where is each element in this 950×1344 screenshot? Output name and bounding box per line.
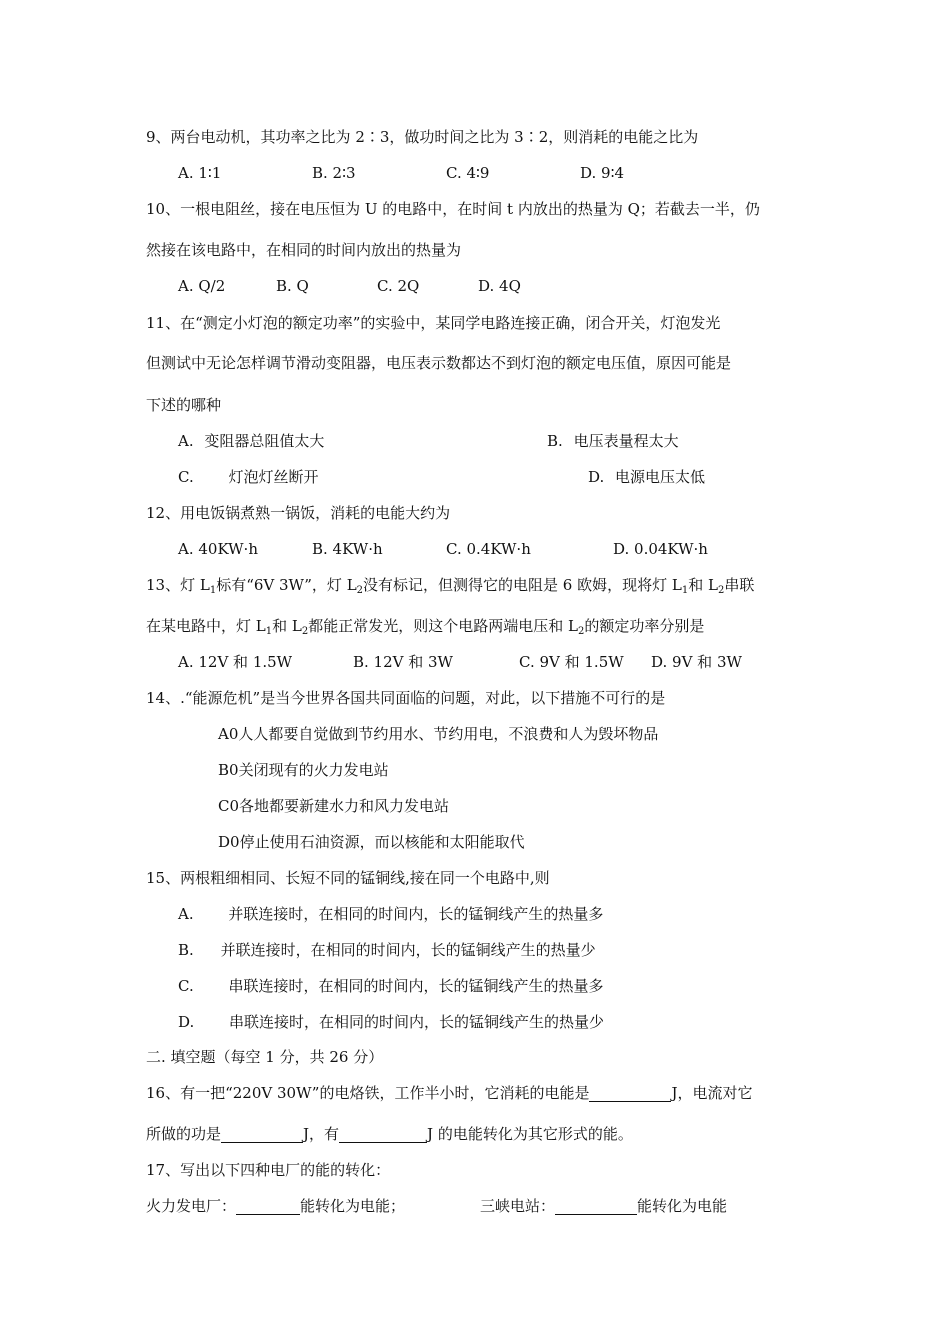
text-run: 都能正常发光，则这个电路两端电压和 L [308,617,578,635]
text-run: 所做的功是 [146,1125,222,1143]
text-run: J 的电能转化为其它形式的能。 [427,1125,633,1143]
text-run: 的额定功率分别是 [584,617,705,635]
text-run: 和 L [272,617,302,635]
answer-blank [589,1085,671,1102]
q13-stem-line2 [146,616,704,636]
text-run: J，电流对它 [671,1084,753,1102]
text-run: 能转化为电能； [300,1197,406,1215]
option-text: 串联连接时，在相同的时间内，长的锰铜线产生的热量少 [229,1013,605,1031]
text-run: J，有 [303,1125,340,1143]
q15-option-b [178,940,596,960]
q13-option-d: D. 9V 和 3W [651,653,742,671]
q11-stem-line1: 11、在“测定小灯泡的额定功率”的实验中，某同学电路连接正确，闭合开关，灯泡发光 [146,314,721,332]
q9-option-b: B. 2∶3 [312,164,356,182]
option-letter: C. [178,468,194,486]
section-heading-fill-in: 二. 填空题（每空 1 分，共 26 分） [146,1048,384,1066]
q14-option-a: A0人人都要自觉做到节约用水、节约用电，不浪费和人为毁坏物品 [218,725,659,743]
subscript: 1 [265,626,273,637]
option-letter: A. [178,432,194,450]
answer-blank [221,1126,303,1143]
option-text: 电源电压太低 [615,468,706,486]
option-letter: B. [178,941,194,959]
q14-stem: 14、.“能源危机”是当今世界各国共同面临的问题，对此，以下措施不可行的是 [146,689,666,707]
q13-option-c: C. 9V 和 1.5W [519,653,624,671]
q16-stem-line2 [146,1124,633,1144]
subscript: 1 [681,585,689,596]
q17-thermal-plant [146,1196,405,1216]
q15-stem: 15、两根粗细相同、长短不同的锰铜线,接在同一个电路中,则 [146,869,550,887]
text-run: 没有标记，但测得它的电阻是 6 欧姆，现将灯 L [363,576,682,594]
q16-stem-line1 [146,1083,752,1103]
answer-blank [555,1198,637,1215]
q17-three-gorges [480,1196,727,1216]
q15-option-d [178,1012,604,1032]
q10-option-d: D. 4Q [478,277,521,295]
q12-option-b: B. 4KW·h [312,540,383,558]
q9-option-a: A. 1∶1 [178,164,222,182]
q17-stem: 17、写出以下四种电厂的能的转化： [146,1161,391,1179]
text-run: 在某电路中，灯 L [146,617,266,635]
q10-option-c: C. 2Q [377,277,420,295]
q14-option-c: C0各地都要新建水力和风力发电站 [218,797,450,815]
option-text: 灯泡灯丝断开 [228,468,319,486]
q13-option-b: B. 12V 和 3W [353,653,453,671]
q13-stem-line1 [146,575,754,595]
q11-option-c [178,467,319,487]
q11-option-a [178,431,324,451]
text-run: 三峡电站： [480,1197,556,1215]
option-text: 变阻器总阻值太大 [204,432,325,450]
subscript: 2 [301,626,309,637]
subscript: 2 [577,626,585,637]
subscript: 2 [717,585,725,596]
q10-stem-line1: 10、一根电阻丝，接在电压恒为 U 的电路中，在时间 t 内放出的热量为 Q；若截去一半，仍 [146,200,760,218]
text-run: 标有“6V 3W”，灯 L [216,576,357,594]
q14-option-b: B0关闭现有的火力发电站 [218,761,389,779]
q11-stem-line2: 但测试中无论怎样调节滑动变阻器，电压表示数都达不到灯泡的额定电压值，原因可能是 [146,354,732,372]
text-run: 13、灯 L [146,576,210,594]
q14-option-d: D0停止使用石油资源，而以核能和太阳能取代 [218,833,525,851]
q10-option-b: B. Q [276,277,309,295]
q10-stem-line2: 然接在该电路中，在相同的时间内放出的热量为 [146,241,462,259]
text-run: 和 L [688,576,718,594]
option-letter: B. [547,432,563,450]
subscript: 2 [356,585,364,596]
option-text: 并联连接时，在相同的时间内，长的锰铜线产生的热量少 [220,941,596,959]
text-run: 火力发电厂： [146,1197,237,1215]
option-letter: A. [178,905,194,923]
option-text: 串联连接时，在相同的时间内，长的锰铜线产生的热量多 [228,977,604,995]
q9-option-d: D. 9∶4 [580,164,625,182]
q9-option-c: C. 4∶9 [446,164,490,182]
q15-option-a [178,904,603,924]
q11-option-b [547,431,679,451]
q11-option-d [588,467,705,487]
text-run: 能转化为电能 [637,1197,728,1215]
answer-blank [236,1198,300,1215]
option-text: 电压表量程太大 [573,432,679,450]
q12-stem: 12、用电饭锅煮熟一锅饭，消耗的电能大约为 [146,504,451,522]
q15-option-c [178,976,604,996]
option-letter: D. [588,468,605,486]
subscript: 1 [209,585,217,596]
answer-blank [339,1126,427,1143]
text-run: 串联 [724,576,755,594]
option-text: 并联连接时，在相同的时间内，长的锰铜线产生的热量多 [228,905,604,923]
q12-option-c: C. 0.4KW·h [446,540,531,558]
q11-stem-line3: 下述的哪种 [146,396,222,414]
q13-option-a: A. 12V 和 1.5W [178,653,293,671]
q12-option-d: D. 0.04KW·h [613,540,708,558]
text-run: 16、有一把“220V 30W”的电烙铁，工作半小时，它消耗的电能是 [146,1084,590,1102]
q10-option-a: A. Q/2 [178,277,226,295]
option-letter: D. [178,1013,195,1031]
option-letter: C. [178,977,194,995]
q12-option-a: A. 40KW·h [178,540,258,558]
q9-stem: 9、两台电动机，其功率之比为 2∶3，做功时间之比为 3∶2，则消耗的电能之比为 [146,128,699,146]
